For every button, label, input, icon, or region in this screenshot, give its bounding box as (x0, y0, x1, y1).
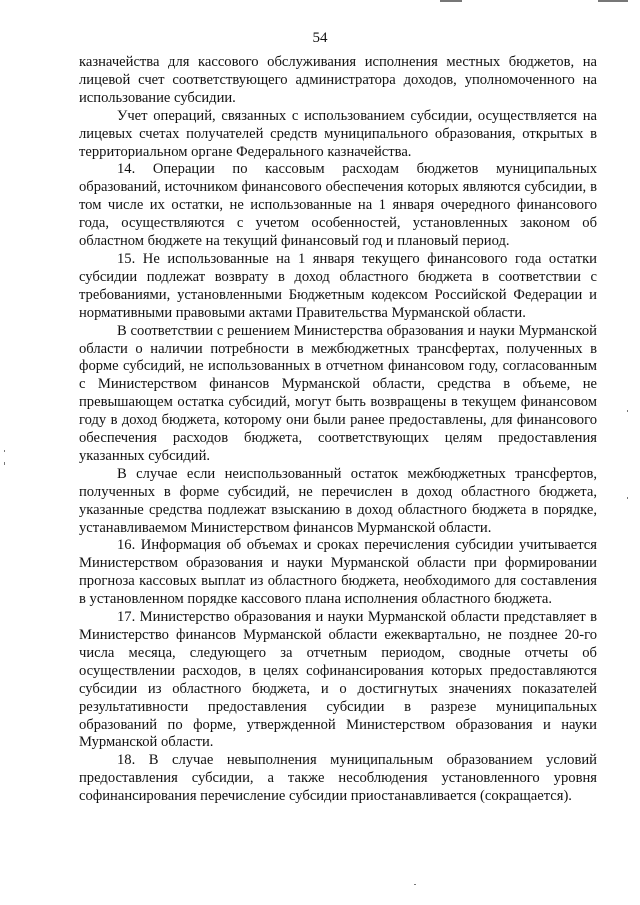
scan-speck (627, 497, 628, 499)
paragraph-16: 16. Информация об объемах и сроках перечисления субсидии учитывается Министерством образования и науки Мурманской области при формировании прогноза кассовых выплат из областного бюджета, необходимого для составления в установленном порядке кассового плана исполнения областного бюджета. (79, 537, 597, 608)
scan-speck (414, 884, 416, 885)
scan-speck (440, 0, 462, 2)
paragraph-14: 14. Операции по кассовым расходам бюджетов муниципальных образований, источником финансового обеспечения которых являются субсидии, в том числе их остатки, не использованные на 1 января очередного финансового года, осуществляются с учетом особенностей, установленных законом об областном бюджете на текущий финансовый год и плановый период. (79, 161, 597, 250)
paragraph-18: 18. В случае невыполнения муниципальным образованием условий предоставления субсидии, а также несоблюдения установленного уровня софинансирования перечисление субсидии приостанавливается (сокращается). (79, 752, 597, 805)
paragraph-continuation: казначейства для кассового обслуживания исполнения местных бюджетов, на лицевой счет соответствующего администратора доходов, уполномоченного на использование субсидии. (79, 54, 597, 106)
page-number: 54 (312, 30, 328, 46)
paragraph-15-decision: В соответствии с решением Министерства образования и науки Мурманской области о наличии потребности в межбюджетных трансфертах, полученных в форме субсидий, не использованных в отчетном финансовом году, согласованным с Министерством финансов Мурманской области, средства в объеме, не превышающем остатка субсидий, могут быть возвращены в текущем финансовом году в доход бюджета, которому они были ранее предоставлены, для финансового обеспечения расходов бюджета, соответствующих целям предоставления указанных субсидий. (79, 322, 597, 464)
paragraph-accounting: Учет операций, связанных с использованием субсидии, осуществляется на лицевых счетах получателей средств муниципального образования, открытых в территориальном органе Федерального казначейства. (79, 107, 597, 160)
scan-speck (4, 462, 5, 465)
scan-speck (4, 450, 5, 452)
document-body (79, 54, 597, 806)
scan-speck (627, 410, 628, 412)
scan-speck (598, 0, 628, 2)
paragraph-17: 17. Министерство образования и науки Мурманской области представляет в Министерство финансов Мурманской области ежеквартально, не позднее 20-го числа месяца, следующего за отчетным периодом, сводные отчеты об осуществлении расходов, в целях софинансирования которых предоставляются субсидии из областного бюджета, и о достигнутых значениях показателей результативности предоставления субсидии в разрезе муниципальных образований по форме, утвержденной Министерством образования и науки Мурманской области. (79, 609, 597, 751)
paragraph-15: 15. Не использованные на 1 января текущего финансового года остатки субсидии подлежат возврату в доход областного бюджета в соответствии с требованиями, установленными Бюджетным кодексом Российской Федерации и нормативными правовыми актами Правительства Мурманской области. (79, 250, 597, 321)
paragraph-15-recovery: В случае если неиспользованный остаток межбюджетных трансфертов, полученных в форме субсидий, не перечислен в доход областного бюджета, указанные средства подлежат взысканию в доход областного бюджета в порядке, устанавливаемом Министерством финансов Мурманской области. (79, 465, 597, 536)
